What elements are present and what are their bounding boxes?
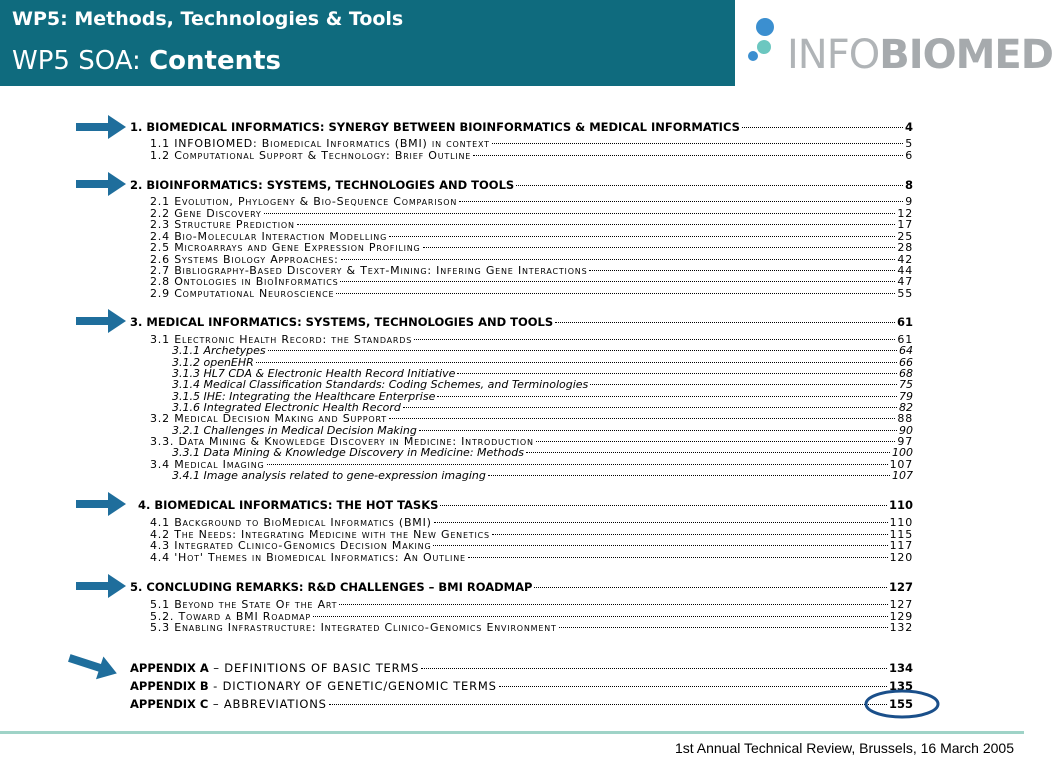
arrow-diagonal-icon [68, 652, 120, 680]
toc-appendix-c[interactable]: APPENDIX C – ABBREVIATIONS 155 [130, 697, 913, 711]
toc-entry[interactable]: 4.4 'Hot' Themes in Biomedical Informatics: An Outline 120 [150, 551, 913, 564]
toc-entry[interactable]: 3.1 Electronic Health Record: the Standards 61 [150, 333, 913, 346]
toc-entry[interactable]: 3.2.1 Challenges in Medical Decision Making 90 [172, 424, 913, 437]
toc-entry[interactable]: 3.1.3 HL7 CDA & Electronic Health Record Initiative 68 [172, 367, 913, 380]
toc-entry[interactable]: 4.3 Integrated Clinico-Genomics Decision Making 117 [150, 539, 913, 552]
toc-entry[interactable]: 2.8 Ontologies in BioInformatics 47 [150, 275, 913, 288]
subtitle-bold: Contents [149, 46, 281, 76]
toc-entry[interactable]: 3.1.5 IHE: Integrating the Healthcare Enterprise 79 [172, 390, 913, 403]
toc-entry[interactable]: 1.1 INFOBIOMED: Biomedical Informatics (BMI) in context 5 [150, 137, 913, 150]
toc-entry[interactable]: 2.6 Systems Biology Approaches: 42 [150, 253, 913, 266]
toc-entry[interactable]: 2.7 Bibliography-Based Discovery & Text-Mining: Infering Gene Interactions 44 [150, 264, 913, 277]
toc-entry[interactable]: 3.4 Medical Imaging 107 [150, 458, 913, 471]
logo-text-bold: BIOMED [879, 32, 1053, 78]
arrow-right-icon [76, 115, 126, 139]
highlight-ellipse [864, 689, 940, 719]
slide-title: WP5: Methods, Technologies & Tools [12, 8, 404, 30]
arrow-right-icon [76, 172, 126, 196]
toc-entry[interactable]: 2.2 Gene Discovery 12 [150, 207, 913, 220]
toc-entry[interactable]: 2.5 Microarrays and Gene Expression Profiling 28 [150, 241, 913, 254]
toc-section-3[interactable]: 3. MEDICAL INFORMATICS: SYSTEMS, TECHNOLOGIES AND TOOLS 61 [130, 315, 913, 329]
toc-entry[interactable]: 5.3 Enabling Infrastructure: Integrated Clinico-Genomics Environment 132 [150, 621, 913, 634]
toc-entry[interactable]: 3.3. Data Mining & Knowledge Discovery in Medicine: Introduction 97 [150, 435, 913, 448]
toc-appendix-b[interactable]: APPENDIX B - DICTIONARY OF GENETIC/GENOMIC TERMS 135 [130, 679, 913, 693]
toc-appendix-a[interactable]: APPENDIX A – DEFINITIONS OF BASIC TERMS 134 [130, 661, 913, 675]
toc-entry[interactable]: 3.1.2 openEHR 66 [172, 356, 913, 369]
toc-entry[interactable]: 3.4.1 Image analysis related to gene-expression imaging 107 [172, 469, 913, 482]
toc-entry[interactable]: 3.2 Medical Decision Making and Support 88 [150, 412, 913, 425]
toc-entry[interactable]: 2.4 Bio-Molecular Interaction Modelling 25 [150, 230, 913, 243]
toc-entry[interactable]: 3.1.6 Integrated Electronic Health Record 82 [172, 401, 913, 414]
toc-entry[interactable]: 2.3 Structure Prediction 17 [150, 218, 913, 231]
footer-text: 1st Annual Technical Review, Brussels, 16 March 2005 [674, 740, 1014, 756]
arrow-right-icon [76, 492, 126, 516]
toc-section-1[interactable]: 1. BIOMEDICAL INFORMATICS: SYNERGY BETWEEN BIOINFORMATICS & MEDICAL INFORMATICS 4 [130, 120, 913, 134]
subtitle-prefix: WP5 SOA: [12, 46, 150, 76]
arrow-right-icon [76, 574, 126, 598]
toc-entry[interactable]: 4.1 Background to BioMedical Informatics (BMI) 110 [150, 516, 913, 529]
toc-entry[interactable]: 3.1.1 Archetypes 64 [172, 344, 913, 357]
toc-entry[interactable]: 1.2 Computational Support & Technology: Brief Outline 6 [150, 149, 913, 162]
toc-entry[interactable]: 5.1 Beyond the State Of the Art 127 [150, 598, 913, 611]
toc-section-4[interactable]: 4. BIOMEDICAL INFORMATICS: THE HOT TASKS 110 [138, 498, 913, 512]
toc-section-2[interactable]: 2. BIOINFORMATICS: SYSTEMS, TECHNOLOGIES AND TOOLS 8 [130, 178, 913, 192]
toc-entry[interactable]: 2.9 Computational Neuroscience 55 [150, 287, 913, 300]
toc-entry[interactable]: 5.2. Toward a BMI Roadmap 129 [150, 610, 913, 623]
logo-text-light: INFO [787, 32, 880, 78]
arrow-right-icon [76, 309, 126, 333]
toc-entry[interactable]: 3.1.4 Medical Classification Standards: Coding Schemes, and Terminologies 75 [172, 378, 913, 391]
toc-entry[interactable]: 4.2 The Needs: Integrating Medicine with the New Genetics 115 [150, 528, 913, 541]
toc-section-5[interactable]: 5. CONCLUDING REMARKS: R&D CHALLENGES – BMI ROADMAP 127 [130, 580, 913, 594]
toc-entry[interactable]: 3.3.1 Data Mining & Knowledge Discovery in Medicine: Methods 100 [172, 446, 913, 459]
footer-divider [0, 731, 1024, 734]
toc-entry[interactable]: 2.1 Evolution, Phylogeny & Bio-Sequence Comparison 9 [150, 195, 913, 208]
